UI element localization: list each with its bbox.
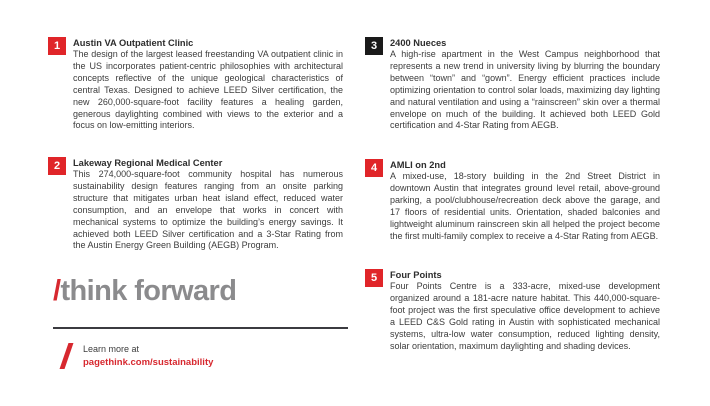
project-item-2400-nueces	[365, 37, 662, 132]
item-number-badge: 2	[48, 157, 66, 175]
project-description: A mixed-use, 18-story building in the 2nd Street District in downtown Austin that integrates ground level retail, above-ground parking, a pool/clubhouse/recreation deck above the garage, and 17 floors of residential units. Orientation, shaded balconies and lightweight aluminum rainscreen skin all helped the project become the first multi-family complex to receive a 4-Star Rating from AEGB.	[390, 171, 660, 241]
item-number-badge: 4	[365, 159, 383, 177]
project-description: Four Points Centre is a 333-acre, mixed-use development organized around a 181-acre nature habitat. This 440,000-square-foot project was the first speculative office development to achieve a LEED C&S Gold rating in Austin with sophisticated mechanical systems, ultra-low water consumption, reduced lighting density, solar orientation, maximum daylighting and shading devices.	[390, 281, 660, 351]
learn-more-block	[58, 341, 213, 369]
sustainability-link[interactable]: pagethink.com/sustainability	[83, 357, 214, 368]
learn-more-label: Learn more at	[83, 344, 140, 354]
project-description: A high-rise apartment in the West Campus neighborhood that represents a new trend in university living by blurring the boundary between “town” and “gown”. Energy efficient practices include optimizing orientation to control solar loads, maximizing day lighting and natural ventilation and using a “rainscreen” skin over a thermal envelope on much of the building. It achieved both LEED Gold certification and 4-Star Rating from AEGB.	[390, 49, 660, 131]
project-title: AMLI on 2nd	[390, 160, 446, 170]
project-item-amli	[365, 159, 662, 242]
project-title: Lakeway Regional Medical Center	[73, 158, 223, 168]
slash-icon	[60, 343, 74, 369]
project-item-lakeway	[48, 157, 345, 252]
project-description: This 274,000-square-foot community hospital has numerous sustainability design features ranging from an onsite parking structure that mitigates urban heat island effect, reduced water consumption, and an envelope that works in concert with mechanical systems to optimize the building’s energy savings. It achieved both LEED Silver certification and a 3-Star Rating from the Austin Energy Green Building (AEGB) Program.	[73, 169, 343, 251]
horizontal-divider	[53, 327, 348, 329]
project-item-austin-va	[48, 37, 345, 132]
item-number-badge: 1	[48, 37, 66, 55]
project-title: Four Points	[390, 270, 442, 280]
project-title: Austin VA Outpatient Clinic	[73, 38, 194, 48]
logo-slash-icon: /	[53, 275, 61, 307]
logo-text: think forward	[60, 275, 237, 307]
item-number-badge: 5	[365, 269, 383, 287]
project-item-four-points	[365, 269, 662, 352]
item-number-badge: 3	[365, 37, 383, 55]
think-forward-logo	[53, 274, 236, 308]
project-title: 2400 Nueces	[390, 38, 447, 48]
project-description: The design of the largest leased freestanding VA outpatient clinic in the US incorporates patient-centric philosophies with architectural concepts reflective of the unique geological characteristics of central Texas. Designed to achieve LEED Silver certification, the new 260,000-square-foot facility features a healing garden, generous daylighting combined with views to the exterior and a focus on low-emitting interiors.	[73, 49, 343, 131]
